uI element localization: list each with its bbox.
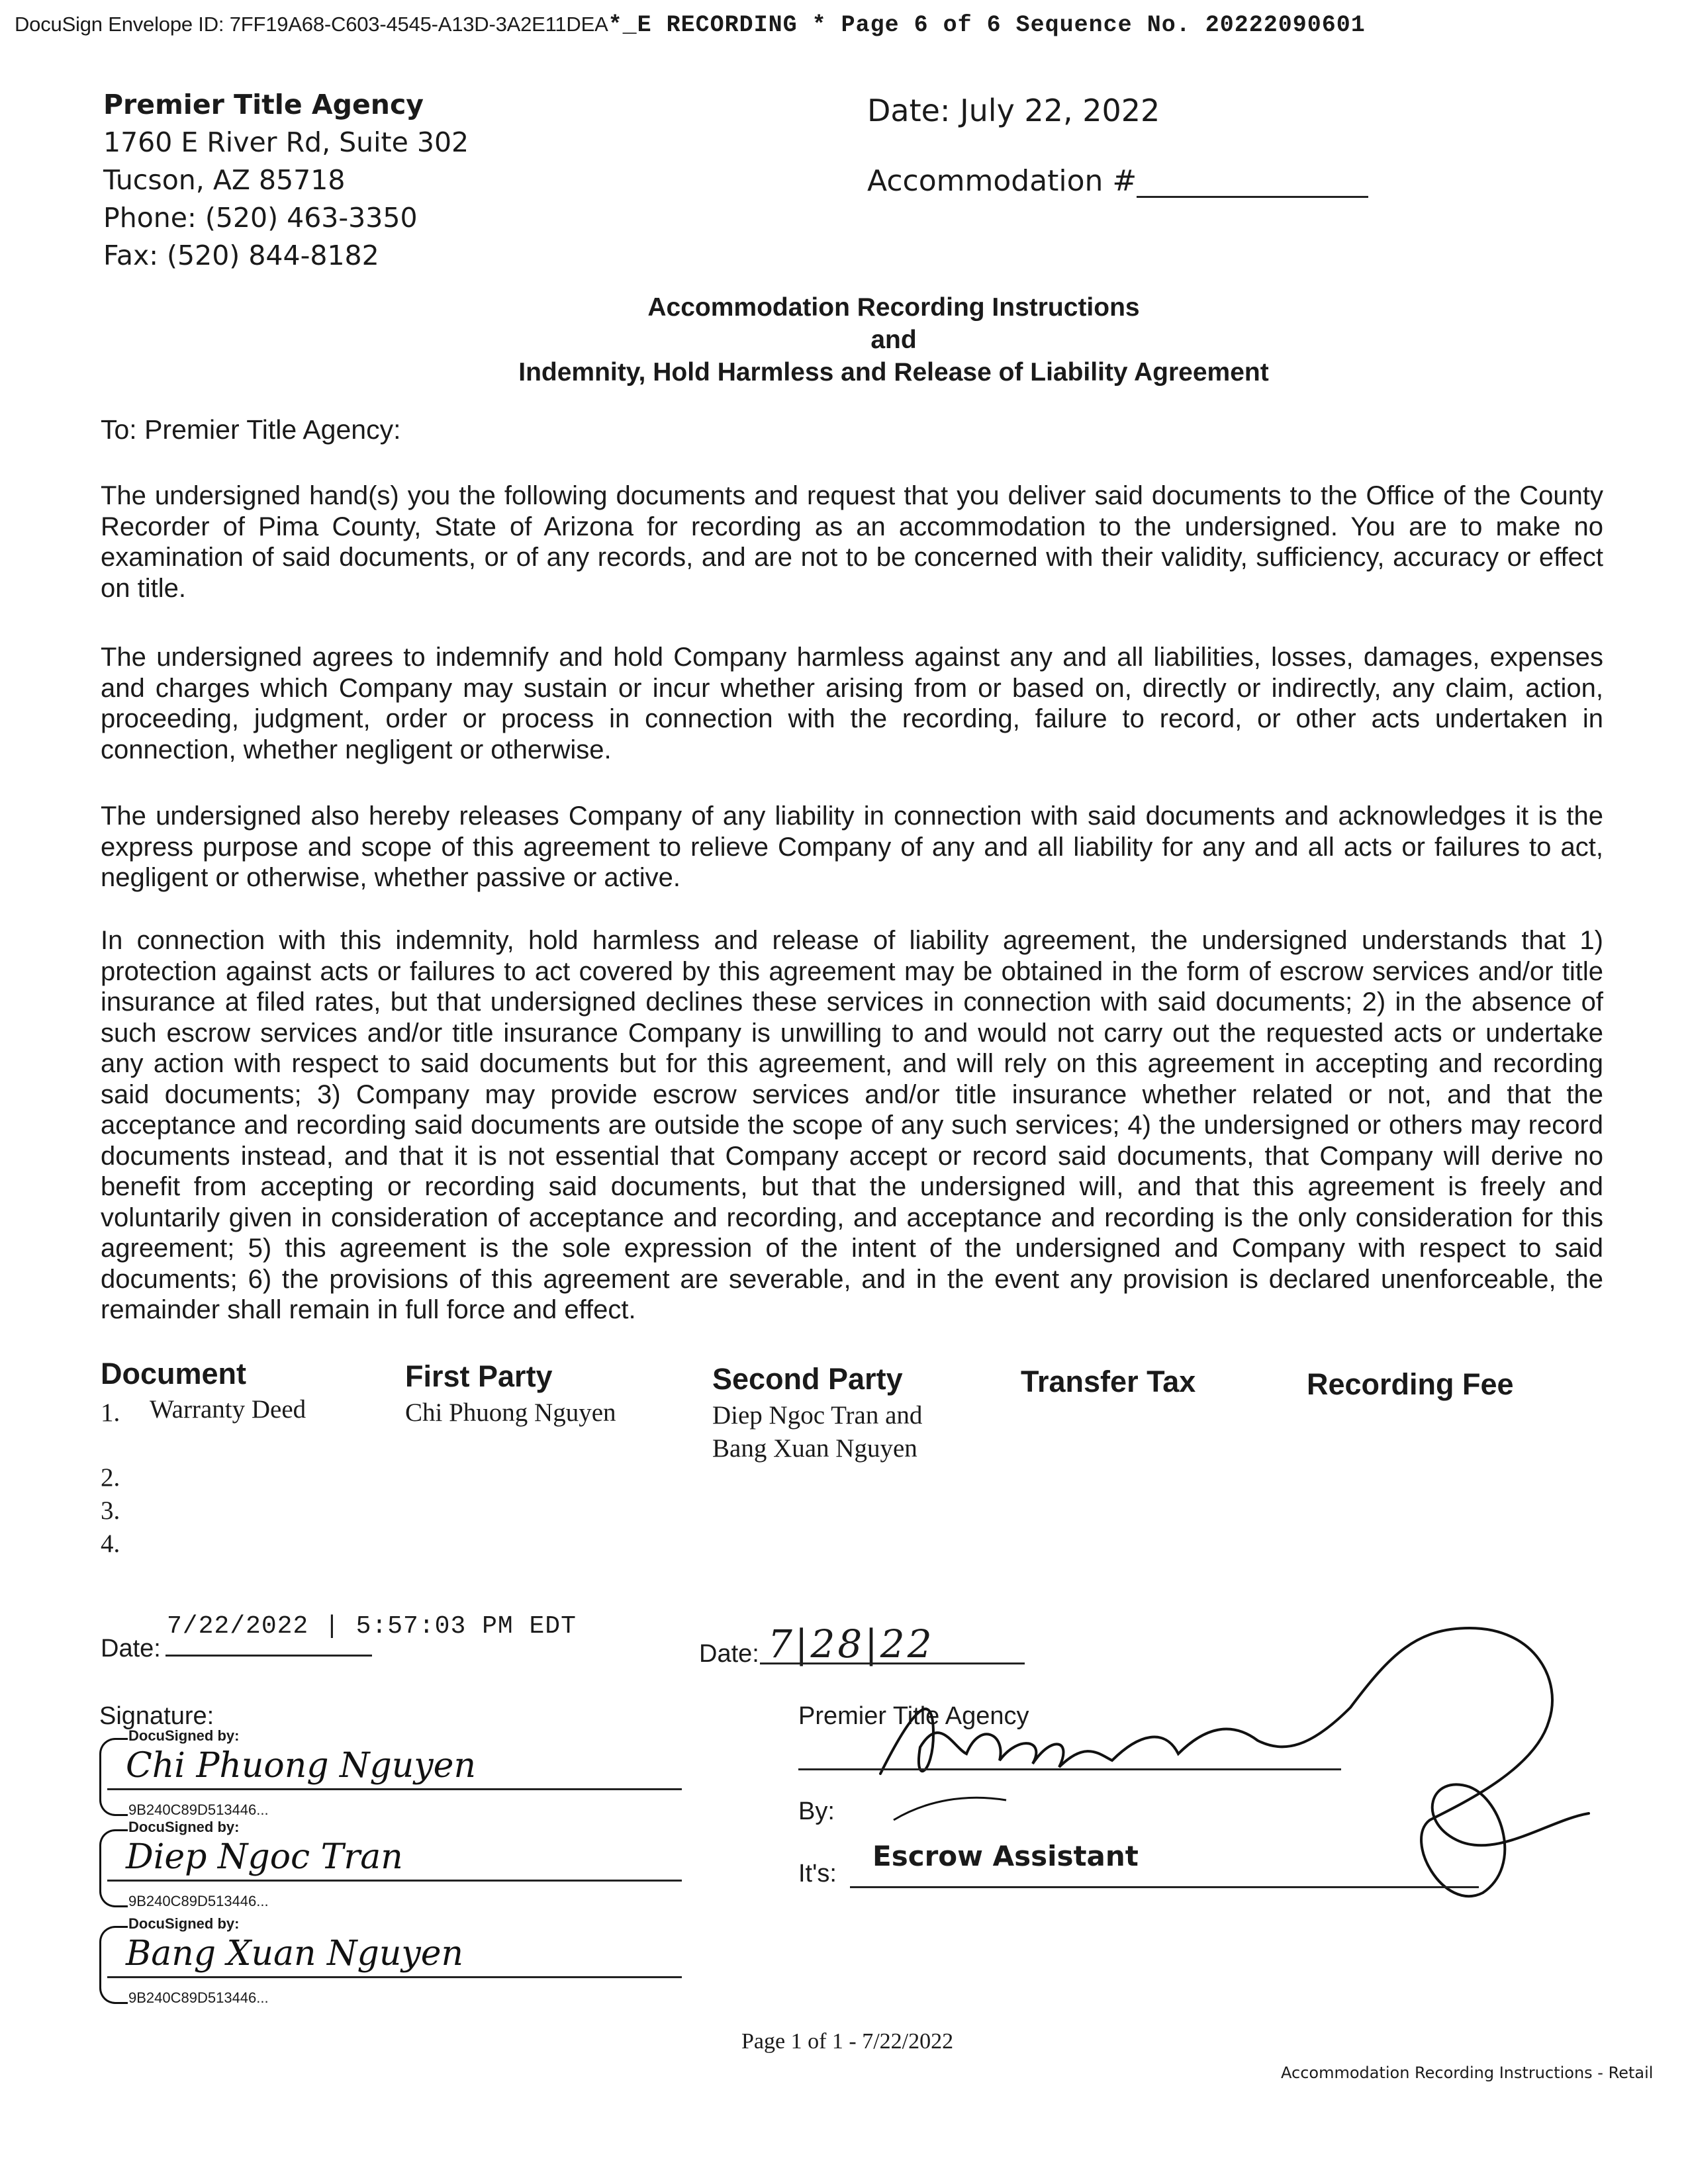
signature-box-1	[99, 1727, 682, 1818]
title-line3: Indemnity, Hold Harmless and Release of Liability Agreement	[518, 358, 1269, 387]
signature-diep-ngoc-tran: Diep Ngoc Tran	[126, 1837, 403, 1877]
accommodation-number	[867, 164, 1368, 198]
docusigned-label: DocuSigned by:	[128, 1819, 240, 1835]
agency-fax: Fax: (520) 844-8182	[103, 240, 379, 271]
row-number: 1.	[101, 1398, 120, 1427]
envelope-id: DocuSign Envelope ID: 7FF19A68-C603-4545-A13D-3A2E11DEA	[15, 13, 608, 36]
title-line1: Accommodation Recording Instructions	[647, 293, 1140, 322]
its-label: It's:	[798, 1860, 837, 1888]
envelope-header	[15, 12, 1366, 38]
signature-line	[107, 1976, 682, 1978]
form-name: Accommodation Recording Instructions - Retail	[1281, 2064, 1654, 2082]
by-label: By:	[798, 1797, 835, 1825]
agency-phone: Phone: (520) 463-3350	[103, 202, 418, 234]
agency-address2: Tucson, AZ 85718	[103, 164, 346, 196]
row-second-party	[712, 1399, 922, 1465]
signer-date-label: Date:	[101, 1635, 161, 1662]
signature-label: Signature:	[99, 1702, 214, 1730]
row-document: Warranty Deed	[150, 1395, 306, 1424]
signature-line	[107, 1880, 682, 1882]
signature-box-2	[99, 1819, 682, 1909]
company-name: Premier Title Agency	[798, 1702, 1029, 1730]
header-transfer-tax: Transfer Tax	[1021, 1365, 1196, 1398]
signature-chi-phuong-nguyen: Chi Phuong Nguyen	[126, 1746, 476, 1786]
row-first-party: Chi Phuong Nguyen	[405, 1398, 616, 1427]
paragraph-2: The undersigned agrees to indemnify and hold Company harmless against any and all liabilities, losses, damages, expenses and charges which Company may sustain or incur whether arising from or based on, directly or indirectly, any claim, action, proceeding, judgment, order or process in connection with the recording, failure to record, or other acts undertaken in connection, whether negligent or otherwise.	[101, 643, 1603, 764]
header-document: Document	[101, 1357, 247, 1390]
signature-line	[107, 1788, 682, 1790]
signer-date-value: 7/22/2022 | 5:57:03 PM EDT	[167, 1612, 577, 1641]
recording-stamp: *_E RECORDING * Page 6 of 6 Sequence No. 20222090601	[608, 12, 1366, 38]
document-date: Date: July 22, 2022	[867, 93, 1160, 128]
header-second-party: Second Party	[712, 1362, 903, 1396]
accommodation-label: Accommodation #	[867, 164, 1137, 198]
header-recording-fee: Recording Fee	[1307, 1367, 1514, 1401]
signature-bang-xuan-nguyen: Bang Xuan Nguyen	[126, 1934, 463, 1974]
docusign-id: 9B240C89D513446...	[128, 1893, 269, 1909]
signer-date-line	[165, 1655, 372, 1657]
docusigned-label: DocuSigned by:	[128, 1915, 240, 1932]
signature-box-3	[99, 1915, 682, 2006]
docusign-bracket	[99, 1738, 128, 1816]
document-title	[397, 291, 1390, 388]
accommodation-blank	[1137, 168, 1368, 198]
paragraph-4: In connection with this indemnity, hold harmless and release of liability agreement, the undersigned understands that 1) protection against acts or failures to act covered by this agreement may be obtained in the form of escrow services and/or title insurance at filed rates, but that undersigned declines these services in connection with said documents; 2) in the absence of such escrow services and/or title insurance Company is unwilling to and would not carry out the requested acts or undertake any action with respect to said documents but for this agreement, and will rely on this agreement in accepting and recording said documents; 3) Company may provide escrow services and/or title insurance whether related or not, and that the acceptance and recording said documents are outside the scope of any such services; 4) the undersigned or others may record documents instead, and that it is not essential that Company accept or record said documents, that Company will derive no benefit from accepting or recording said documents, but that the undersigned will, and that this agreement is freely and voluntarily given in consideration of acceptance and recording, and acceptance and recording is the only consideration for this agreement; 5) this agreement is the sole expression of the intent of the undersigned and Company with respect to said documents; 6) the provisions of this agreement are severable, and in the event any provision is declared unenforceable, the remainder shall remain in full force and effect.	[101, 926, 1603, 1324]
agency-address1: 1760 E River Rd, Suite 302	[103, 126, 469, 158]
its-line	[850, 1886, 1479, 1888]
header-first-party: First Party	[405, 1359, 553, 1393]
row-number: 4.	[101, 1529, 120, 1558]
company-date-value: 7|28|22	[768, 1621, 935, 1666]
title-line2: and	[870, 326, 917, 354]
second-party-line2: Bang Xuan Nguyen	[712, 1434, 917, 1463]
page-number: Page 1 of 1 - 7/22/2022	[741, 2029, 954, 2054]
company-signature-line	[798, 1768, 1341, 1770]
second-party-line1: Diep Ngoc Tran and	[712, 1401, 923, 1430]
paragraph-1: The undersigned hand(s) you the following documents and request that you deliver said documents to the Office of the County Recorder of Pima County, State of Arizona for recording as an accommodation to the undersigned. You are to make no examination of said documents, or of any records, and are not to be concerned with their validity, sufficiency, accuracy or effect on title.	[101, 481, 1603, 603]
agency-block	[103, 86, 469, 275]
agency-name: Premier Title Agency	[103, 89, 424, 120]
paragraph-3: The undersigned also hereby releases Company of any liability in connection with said documents and acknowledges it is the express purpose and scope of this agreement to relieve Company of any and all liability for any and all acts or failures to act, negligent or otherwise, whether passive or active.	[101, 801, 1603, 892]
row-number: 3.	[101, 1496, 120, 1525]
row-number: 2.	[101, 1463, 120, 1492]
docusign-bracket	[99, 1829, 128, 1907]
docusign-id: 9B240C89D513446...	[128, 1989, 269, 2006]
docusigned-label: DocuSigned by:	[128, 1727, 240, 1744]
company-date-label: Date:	[699, 1640, 759, 1668]
docusign-id: 9B240C89D513446...	[128, 1801, 269, 1818]
company-signer-title: Escrow Assistant	[872, 1840, 1139, 1872]
docusign-bracket	[99, 1926, 128, 2004]
to-line: To: Premier Title Agency:	[101, 414, 401, 445]
